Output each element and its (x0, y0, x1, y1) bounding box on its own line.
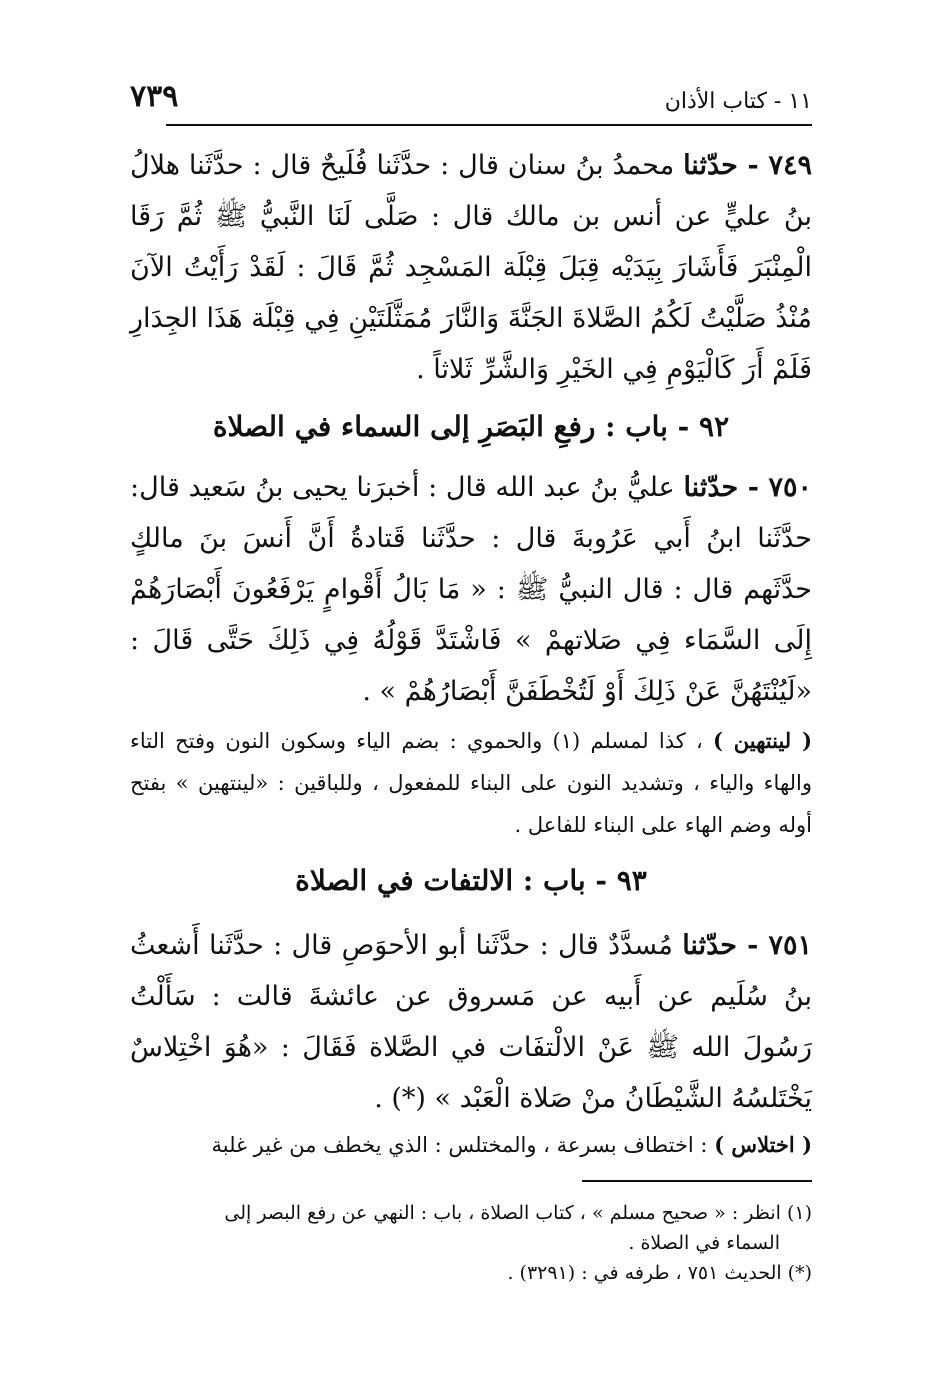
footnote-star: (*) الحديث ٧٥١ ، طرفه في : (٣٢٩١) . (507, 1262, 812, 1284)
hadith-749-text: محمدُ بنُ سنان قال : حدَّثَنا فُلَيحٌ قال : حدَّثَنا هلالُ بنُ عليٍّ عن أنس بن مالك قال : صَلَّى لَنَا النَّبيُّ ﷺ ثُمَّ رَقَا الْمِنْبَرَ فَأَشَارَ بِيَدَيْه قِبَلَ قِبْلَة المَسْجِد ثُمَّ قَالَ : لَقَدْ رَأَيْتُ الآنَ مُنْذُ صَلَّيْتُ لَكُمُ الصَّلاةَ الجَنَّةَ وَالنَّارَ مُمَثَّلَتَيْنِ فِي قِبْلَة هَذَا الجِدَارِ فَلَمْ أَرَ كَالْيَوْمِ فِي الخَيْرِ وَالشَّرِّ ثَلاثاً . (130, 150, 812, 385)
commentary-751 (130, 1124, 812, 1166)
footnote-1-line-2: السماء في الصلاة . (628, 1232, 780, 1254)
hadith-751-lead: ٧٥١ - حدّثنا (682, 930, 812, 961)
footnotes (130, 1198, 812, 1288)
hadith-750-lead: ٧٥٠ - حدّثنا (683, 472, 813, 503)
bab-93-heading: ٩٣ - باب : الالتفات في الصلاة (295, 864, 647, 897)
chapter-title: ١١ - كتاب الأذان (664, 89, 812, 114)
footnote-rule (582, 1180, 812, 1182)
commentary-751-text: : اختطاف بسرعة ، والمختلس : الذي يخطف من غير غلبة (211, 1133, 715, 1157)
commentary-750-keyword: ( لينتهين ) (712, 728, 813, 753)
footnote-1-line-1: (١) انظر : « صحيح مسلم » ، كتاب الصلاة ، باب : النهي عن رفع البصر إلى (224, 1202, 812, 1224)
header-rule (166, 124, 812, 126)
commentary-750 (130, 720, 812, 846)
hadith-751 (130, 920, 812, 1124)
commentary-751-keyword: ( اختلاس ) (714, 1132, 812, 1157)
running-head (130, 78, 812, 114)
bab-92-heading: ٩٢ - باب : رفعِ البَصَرِ إلى السماء في الصلاة (212, 410, 730, 443)
page-number: ٧٣٩ (130, 79, 179, 114)
hadith-750 (130, 462, 812, 717)
commentary-750-text: ، كذا لمسلم (١) والحموي : بضم الياء وسكون النون وفتح التاء والهاء والياء ، وتشديد النون على البناء للمفعول ، وللباقين : «لينتهين » بفتح أوله وضم الهاء على البناء للفاعل . (130, 729, 812, 837)
hadith-750-text: عليُّ بنُ عبد الله قال : أخبرَنا يحيى بنُ سَعيد قال: حدَّثَنا ابنُ أَبي عَرُوبةَ قال : حدَّثَنا قَتادةُ أَنَّ أَنسَ بنَ مالكٍ حدَّثَهم قال : قال النبيُّ ﷺ : « مَا بَالُ أَقْوامٍ يَرْفَعُونَ أَبْصَارَهُمْ إِلَى السَّمَاء فِي صَلاتهمْ » فَاشْتَدَّ قَوْلُهُ فِي ذَلِكَ حَتَّى قَالَ : «لَيُنْتَهُنَّ عَنْ ذَلِكَ أَوْ لَتُخْطَفَنَّ أَبْصَارُهُمْ » . (130, 472, 812, 707)
hadith-751-text: مُسدَّدٌ قال : حدَّثَنا أبو الأحوَصِ قال : حدَّثَنا أَشعثُ بنُ سُلَيم عن أَبيه عن مَسروق عن عائشةَ قالت : سَأَلْتُ رَسُولَ الله ﷺ عَنْ الالْتفَات في الصَّلاة فَقَالَ : «هُوَ اخْتِلاسٌ يَخْتَلسُهُ الشَّيْطَانُ منْ صَلاة الْعَبْد » (*) . (130, 930, 812, 1114)
hadith-749 (130, 140, 812, 395)
hadith-749-lead: ٧٤٩ - حدّثنا (683, 150, 812, 181)
